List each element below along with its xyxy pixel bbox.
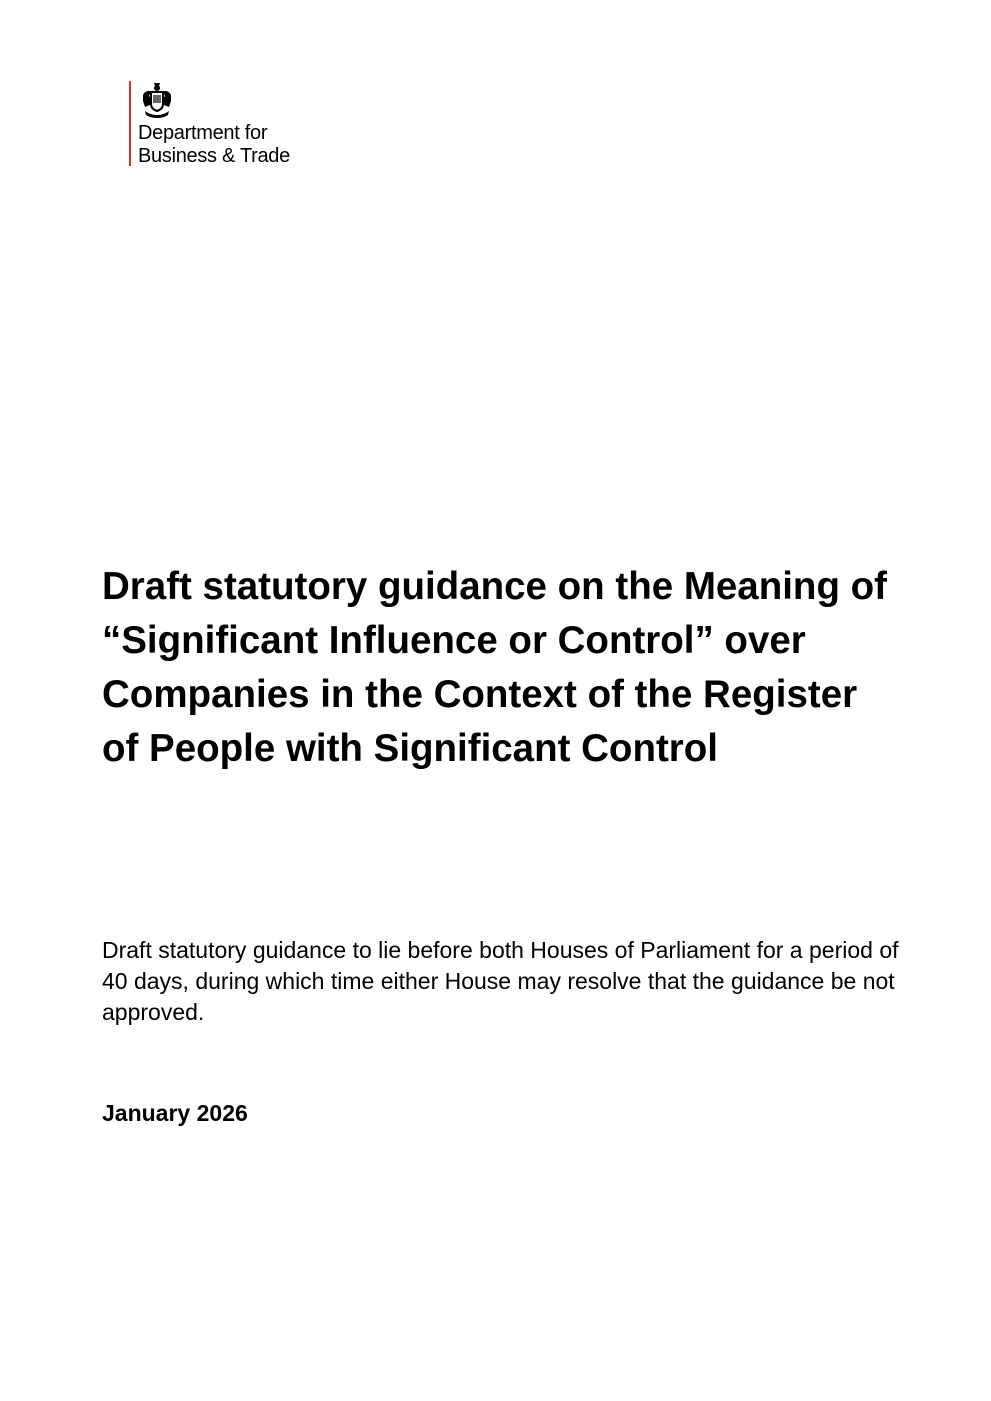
logo-red-bar [129,81,131,166]
department-name-line1: Department for [138,122,268,144]
department-name [138,122,290,168]
department-name-line2: Business & Trade [138,145,290,167]
royal-crest-icon [137,81,177,121]
document-title: Draft statutory guidance on the Meaning of “Significant Influence or Control” over Companies in the Context of the Register of People with Significant Control [102,565,888,770]
publication-date: January 2026 [102,1100,248,1126]
document-subtitle: Draft statutory guidance to lie before both Houses of Parliament for a period of 40 days, during which time either House may resolve that the guidance be not approved. [102,937,899,1025]
